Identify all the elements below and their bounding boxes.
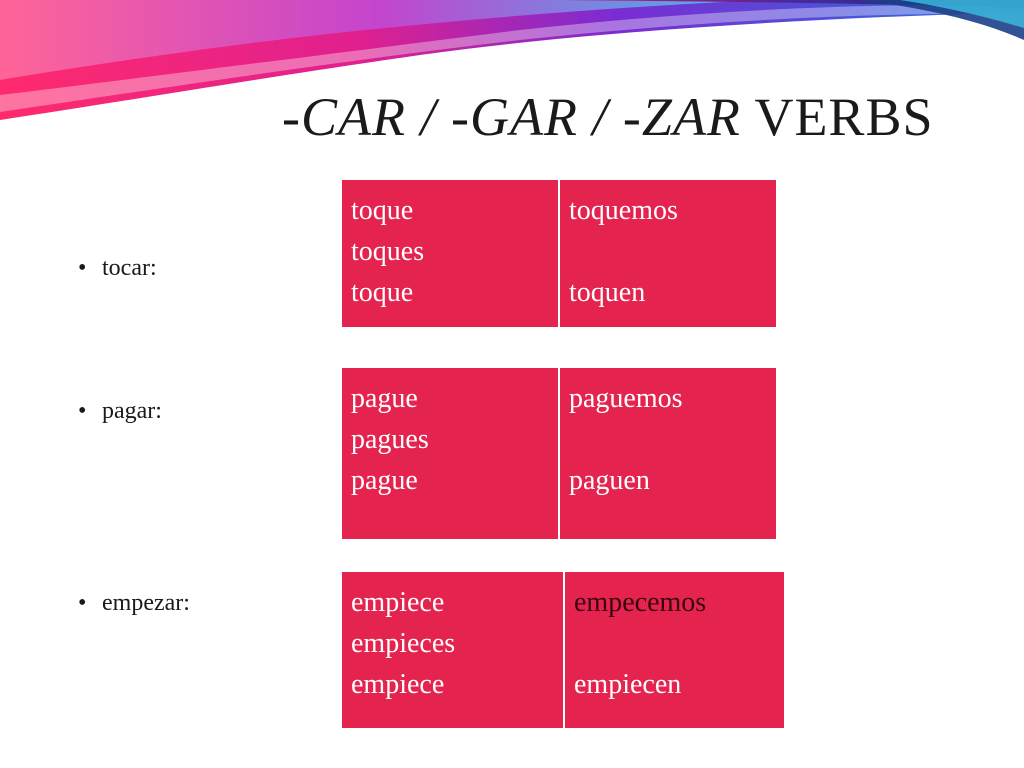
singular-cell (342, 368, 558, 539)
conjugation-table-empezar (342, 572, 784, 728)
singular-cell (342, 572, 563, 728)
form-tu: toques (351, 236, 425, 267)
slide-title (282, 86, 934, 148)
form-vosotros (569, 231, 776, 272)
verb-label: pagar: (102, 398, 162, 424)
form-nosotros: toquemos (569, 195, 678, 226)
bullet-tocar (78, 255, 157, 282)
form-yo: pague (351, 383, 418, 414)
form-vosotros (574, 623, 784, 664)
form-tu: pagues (351, 424, 429, 455)
conjugation-table-pagar (342, 368, 776, 539)
bullet-dot-icon: • (78, 398, 87, 424)
plural-cell (558, 368, 776, 539)
form-el: pague (351, 465, 418, 496)
form-ellos: paguen (569, 465, 650, 496)
bullet-pagar (78, 398, 162, 425)
conjugation-table-tocar (342, 180, 776, 327)
form-nosotros: empecemos (574, 587, 707, 618)
singular-cell (342, 180, 558, 327)
slide-title-italic: -CAR / -GAR / -ZAR (282, 87, 741, 147)
bullet-dot-icon: • (78, 590, 87, 616)
form-vosotros (569, 419, 776, 460)
form-ellos: empiecen (574, 669, 682, 700)
verb-label: tocar: (102, 255, 157, 281)
slide-title-rest: VERBS (740, 87, 934, 147)
plural-cell (563, 572, 784, 728)
form-yo: empiece (351, 587, 445, 618)
form-el: toque (351, 277, 414, 308)
form-nosotros: paguemos (569, 383, 683, 414)
plural-cell (558, 180, 776, 327)
form-el: empiece (351, 669, 445, 700)
form-tu: empieces (351, 628, 456, 659)
bullet-dot-icon: • (78, 255, 87, 281)
form-yo: toque (351, 195, 414, 226)
form-ellos: toquen (569, 277, 646, 308)
verb-label: empezar: (102, 590, 190, 616)
bullet-empezar (78, 590, 190, 617)
